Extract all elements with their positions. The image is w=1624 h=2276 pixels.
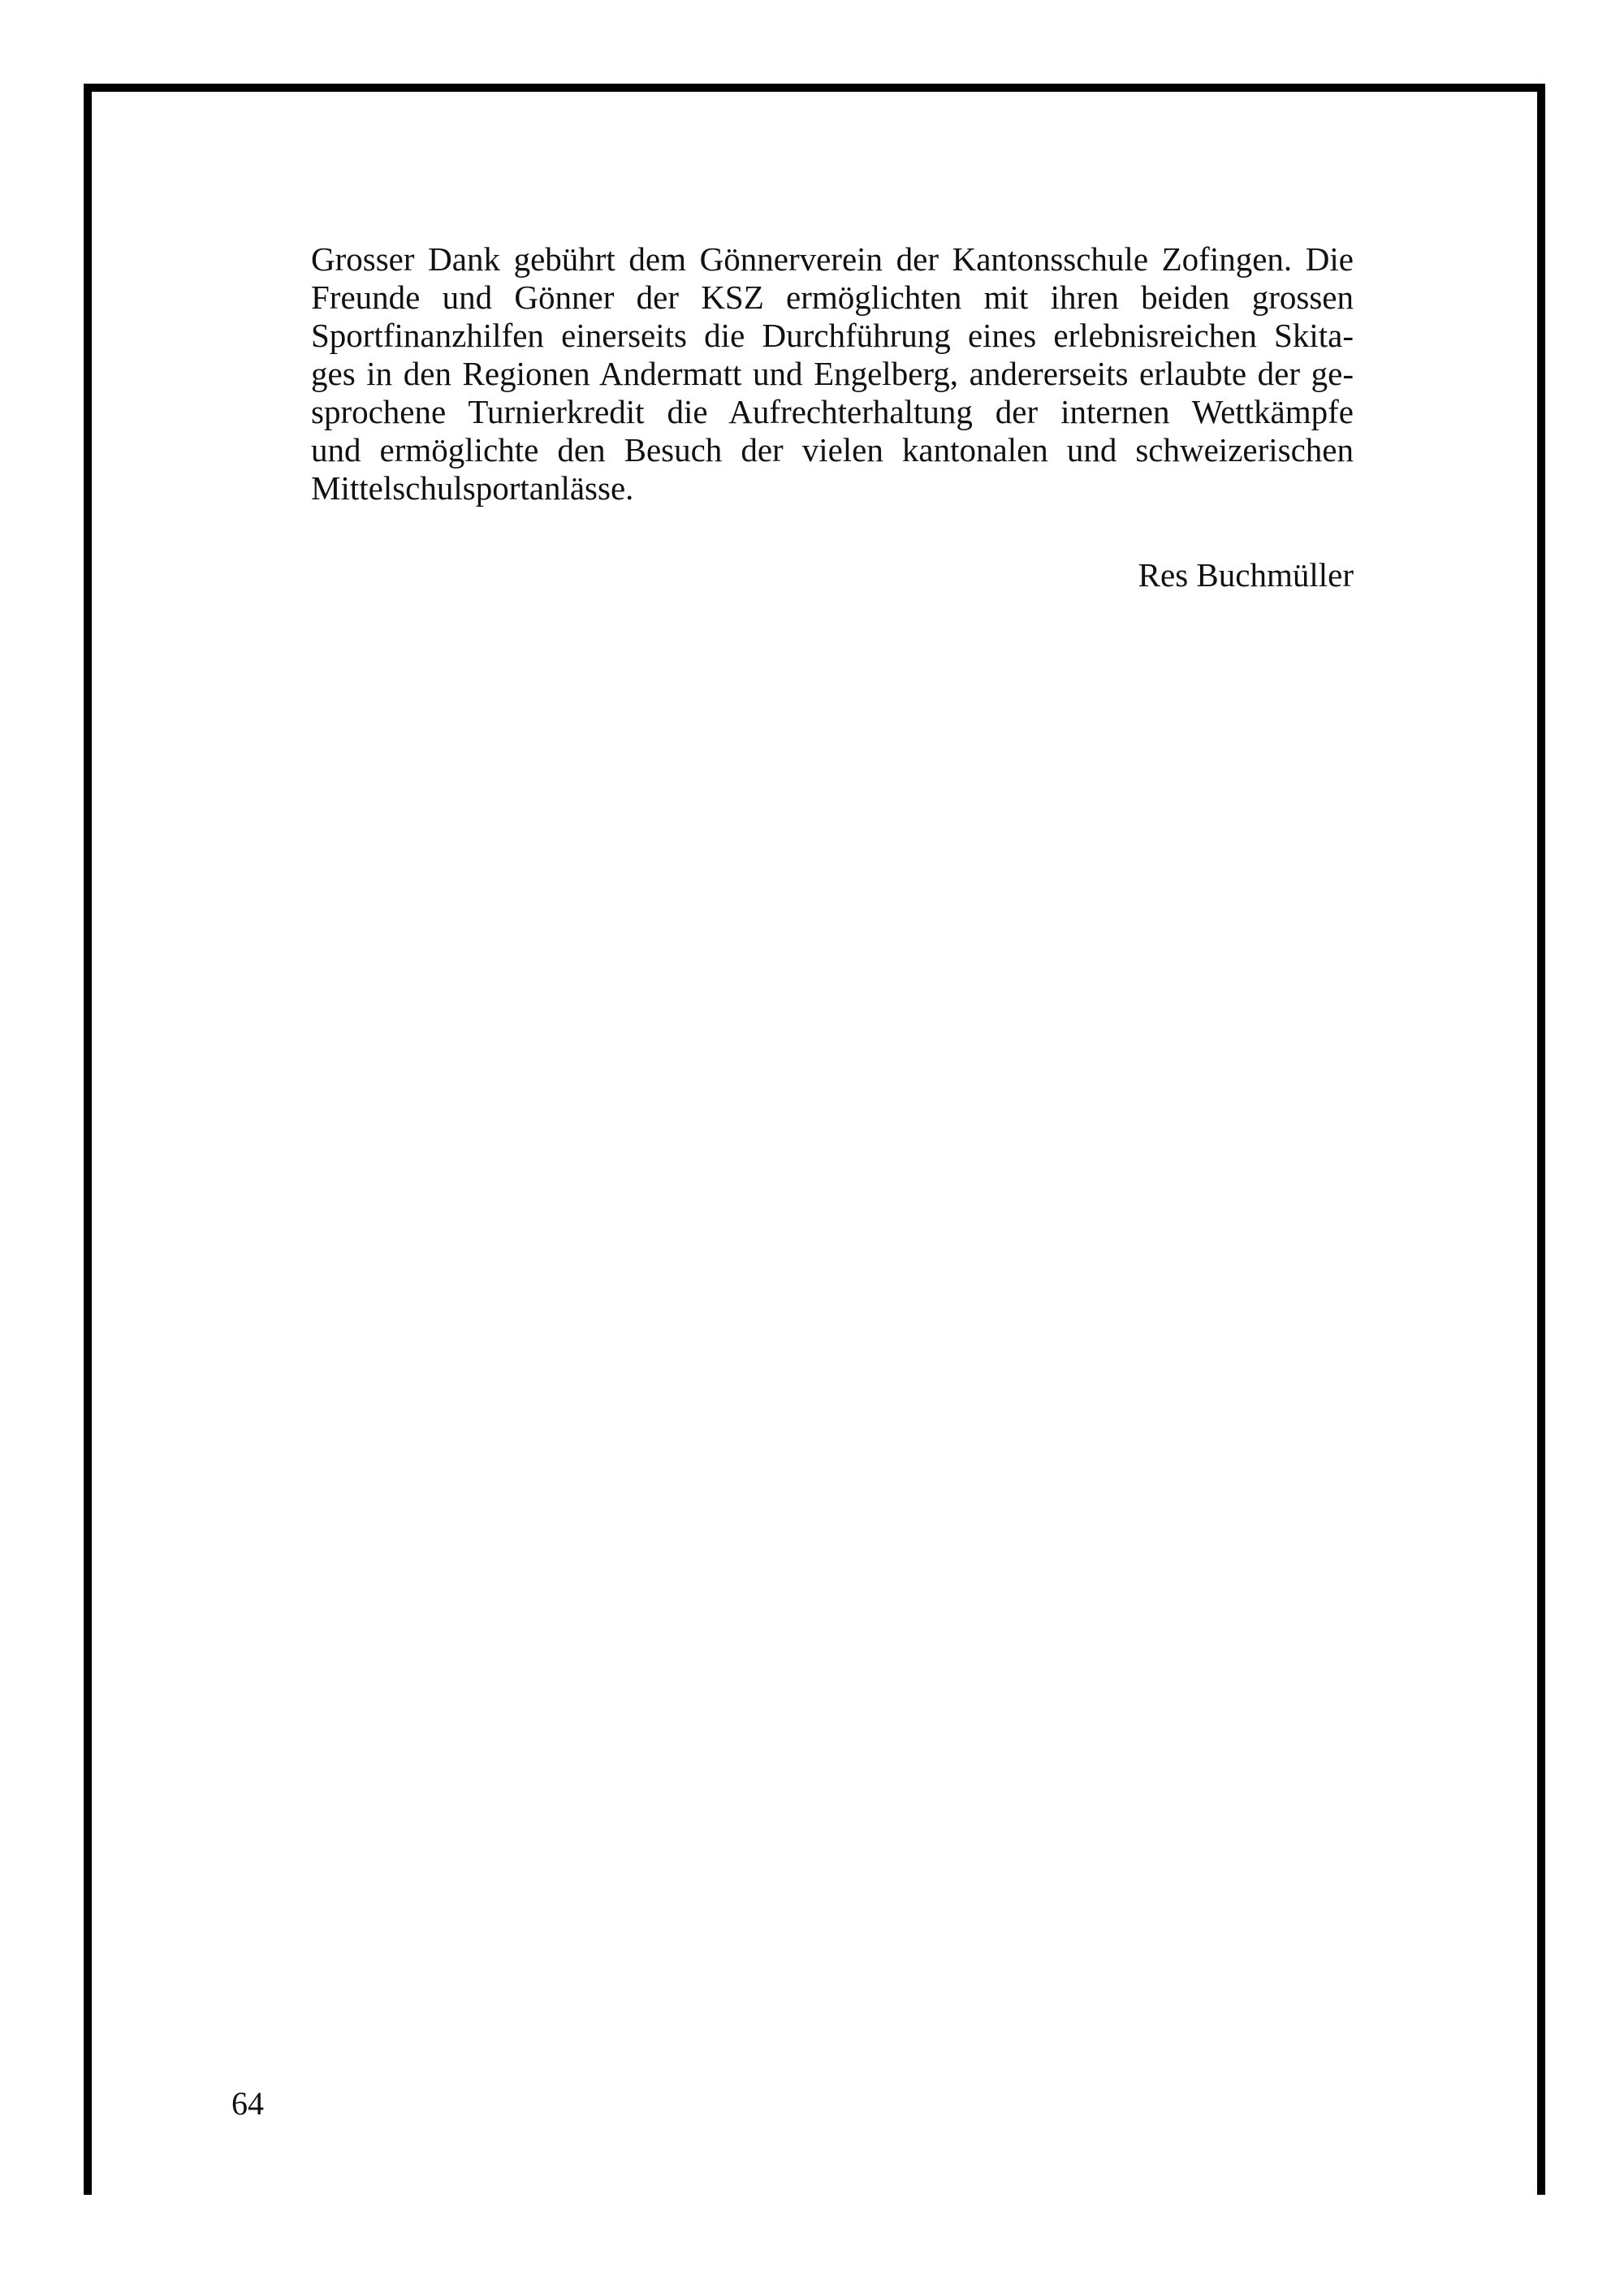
paragraph-line: Mittelschulsportanlässe. xyxy=(311,469,634,507)
paragraph-line: und ermöglichte den Besuch der vielen kantonalen und schweizerischen xyxy=(311,431,1354,469)
body-paragraph xyxy=(311,240,1354,507)
paragraph-line: Sportfinanzhilfen einerseits die Durchführung eines erlebnisreichen Skita- xyxy=(311,317,1354,354)
document-page xyxy=(92,92,1537,2195)
paragraph-line: Grosser Dank gebührt dem Gönnerverein der Kantonsschule Zofingen. Die xyxy=(311,240,1354,278)
page-border-frame xyxy=(84,84,1545,2195)
author-signature: Res Buchmüller xyxy=(1138,556,1354,594)
paragraph-line: Freunde und Gönner der KSZ ermöglichten mit ihren beiden grossen xyxy=(311,279,1354,316)
paragraph-line: ges in den Regionen Andermatt und Engelberg, andererseits erlaubte der ge- xyxy=(311,355,1354,392)
paragraph-line: sprochene Turnierkredit die Aufrechterhaltung der internen Wettkämpfe xyxy=(311,393,1354,430)
page-number: 64 xyxy=(231,2085,264,2122)
